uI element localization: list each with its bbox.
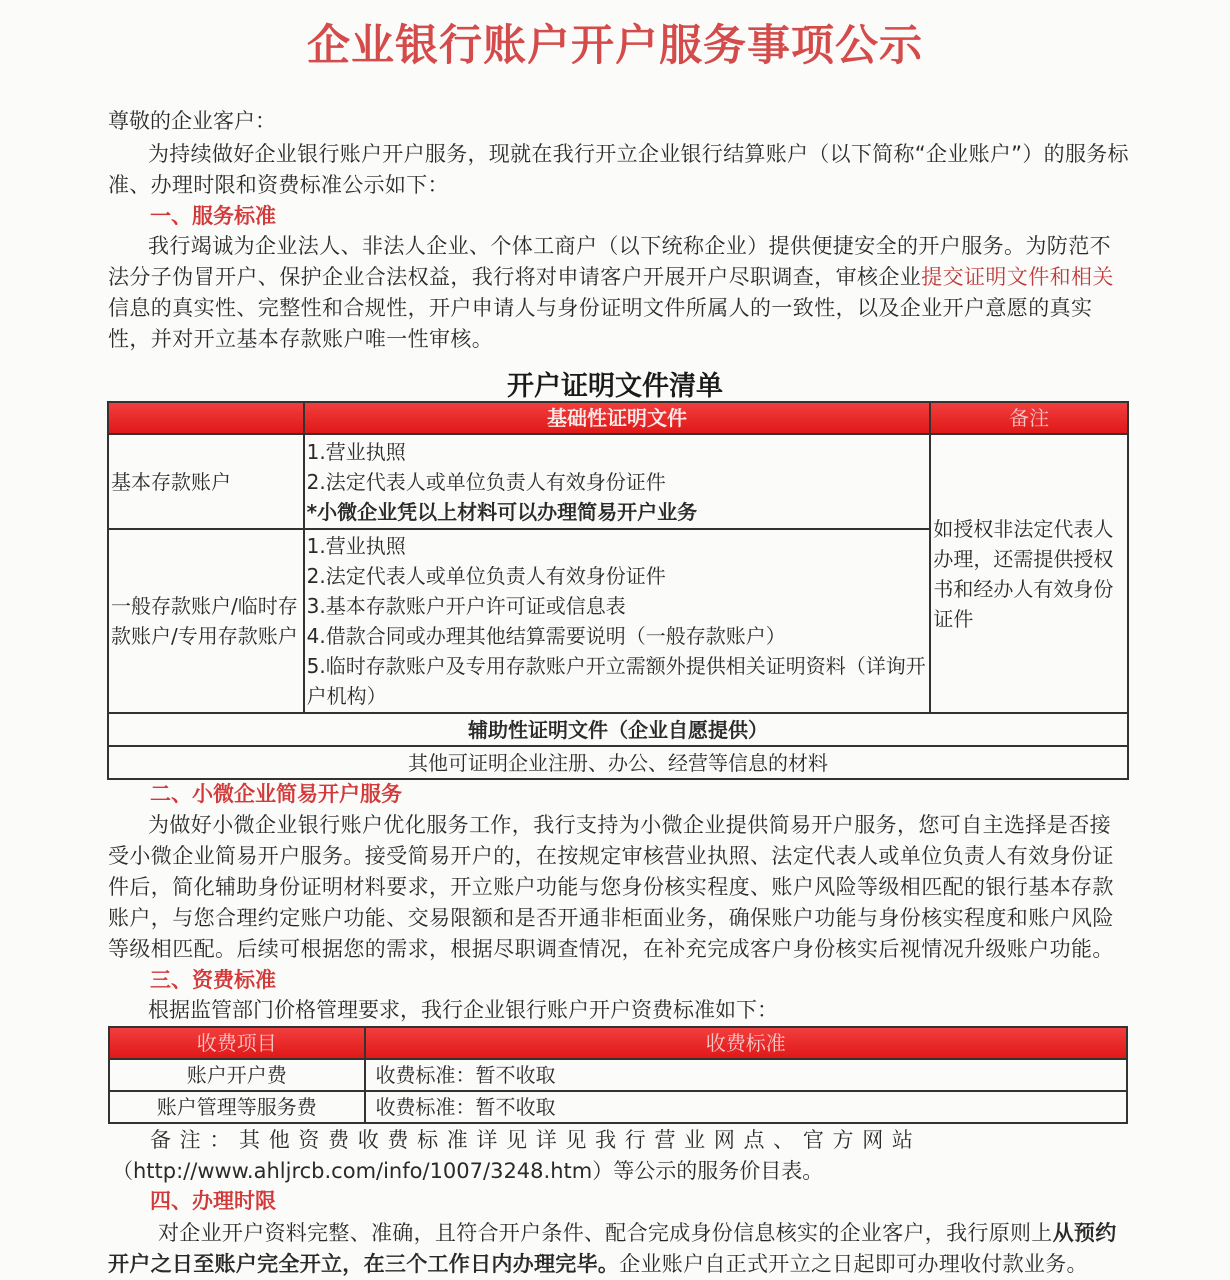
basic-doc-item: 1.营业执照 [306,439,406,464]
basic-doc-item: 2.法定代表人或单位负责人有效身份证件 [306,469,666,494]
section1-heading: 一、服务标准 [150,204,276,228]
general-doc-item: 5.临时存款账户及专用存款账户开立需额外提供相关证明资料（详询开户机构） [306,654,926,708]
section3-heading: 三、资费标准 [150,968,276,992]
basic-doc-item-note: *小微企业凭以上材料可以办理简易开户业务 [306,499,698,524]
basic-account-name: 基本存款账户 [108,434,304,529]
doc-table-header-basic: 基础性证明文件 [304,402,931,434]
general-doc-item: 4.借款合同或办理其他结算需要说明（一般存款账户） [306,624,786,648]
fee-note-line1: 备 注 ： 其 他 资 费 收 费 标 准 详 见 详 见 我 行 营 业 网 点 、 官 方 网 站 [150,1128,914,1152]
doc-table-header-note: 备注 [930,402,1128,434]
intro-paragraph: 为持续做好企业银行账户开户服务，现就在我行开立企业银行结算账户（以下简称“企业账户”）的服务标准、办理时限和资费标准公示如下： [108,142,1129,197]
section1-text-highlight: 提交证明文件和相关 [921,265,1114,289]
section4-heading: 四、办理时限 [150,1189,276,1213]
fee-note-line2: （http://www.ahljrcb.com/info/1007/3248.htm）等公示的服务价目表。 [112,1159,824,1183]
section1-paragraph [108,231,1130,355]
general-doc-item: 1.营业执照 [306,534,406,558]
doc-table-note: 如授权非法定代表人办理，还需提供授权书和经办人有效身份证件 [930,434,1128,713]
fee-table-header-standard: 收费标准 [365,1027,1128,1059]
section1-text-a: 我行竭诚为企业法人、非法人企业、个体工商户（以下统称企业）提供便捷安全的开户服务。为防范不法分子伪冒开户、保护企业合法权益，我行将对申请客户开展开户尽职调查，审核企业 [108,234,1111,289]
section4-text-b: 企业账户自正式开立之日起即可办理收付款业务。 [619,1252,1088,1276]
fee-item: 账户开户费 [109,1059,365,1091]
fee-standard: 收费标准：暂不收取 [365,1091,1128,1123]
aux-docs-header: 辅助性证明文件（企业自愿提供） [108,713,1128,746]
aux-docs-text: 其他可证明企业注册、办公、经营等信息的材料 [108,746,1128,779]
general-doc-item: 3.基本存款账户开户许可证或信息表 [306,594,626,618]
doc-table-corner [108,402,304,434]
page-title: 企业银行账户开户服务事项公示 [307,21,923,71]
section4-text-a: 对企业开户资料完整、准确，且符合开户条件、配合完成身份信息核实的企业客户，我行原则上 [158,1221,1053,1245]
section1-text-b: 信息的真实性、完整性和合规性，开户申请人与身份证明文件所属人的一致性，以及企业开户意愿的真实性，并对开立基本存款账户唯一性审核。 [108,296,1093,351]
section2-paragraph: 为做好小微企业银行账户优化服务工作，我行支持为小微企业提供简易开户服务，您可自主选择是否接受小微企业简易开户服务。接受简易开户的，在按规定审核营业执照、法定代表人或单位负责人有效身份证件后，简化辅助身份证明材料要求，开立账户功能与您身份核实程度、账户风险等级相匹配的银行基本存款账户，与您合理约定账户功能、交易限额和是否开通非柜面业务，确保账户功能与身份核实程度和账户风险等级相匹配。后续可根据您的需求，根据尽职调查情况，在补充完成客户身份核实后视情况升级账户功能。 [108,813,1114,961]
general-account-name: 一般存款账户/临时存款账户/专用存款账户 [108,529,304,713]
basic-account-docs [304,434,931,529]
doc-table [107,401,1129,780]
fee-item: 账户管理等服务费 [109,1091,365,1123]
section3-intro: 根据监管部门价格管理要求，我行企业银行账户开户资费标准如下： [148,998,778,1022]
section4-text-bold: 从预约开户之日至账户完全开立，在三个工作日内办理完毕。 [108,1221,1117,1276]
fee-standard: 收费标准：暂不收取 [365,1059,1128,1091]
fee-table-header-item: 收费项目 [109,1027,365,1059]
fee-table [108,1026,1128,1124]
section4-paragraph [108,1218,1130,1280]
doc-table-title: 开户证明文件清单 [507,371,723,402]
section2-heading: 二、小微企业简易开户服务 [150,782,402,806]
general-account-docs [304,529,931,713]
general-doc-item: 2.法定代表人或单位负责人有效身份证件 [306,564,666,588]
greeting: 尊敬的企业客户： [108,109,276,133]
